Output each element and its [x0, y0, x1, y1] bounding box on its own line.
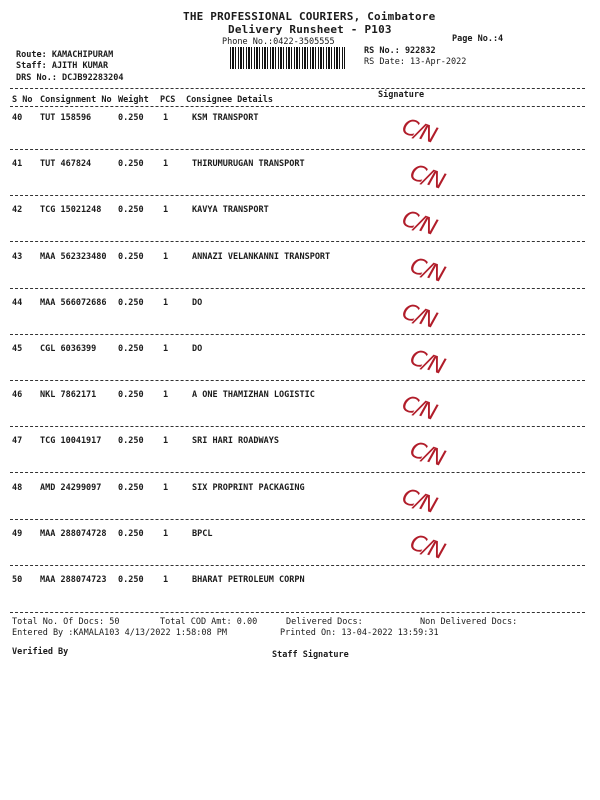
- row-consignment-no: AMD 24299097: [40, 483, 102, 493]
- row-weight: 0.250: [118, 390, 144, 400]
- row-consignee: ANNAZI VELANKANNI TRANSPORT: [192, 252, 331, 262]
- row-consignment-no: TUT 467824: [40, 159, 92, 169]
- row-consignment-no: MAA 562323480: [40, 252, 107, 262]
- row-pcs: 1: [163, 205, 169, 215]
- row-consignment-no: NKL 7862171: [40, 390, 97, 400]
- row-consignee: KSM TRANSPORT: [192, 113, 259, 123]
- company-name: THE PROFESSIONAL COURIERS, Coimbatore: [183, 10, 436, 23]
- document-title: Delivery Runsheet - P103: [228, 23, 392, 36]
- row-signature-mark: C/N: [406, 253, 447, 288]
- total-docs: Total No. Of Docs: 50: [12, 617, 120, 627]
- row-consignee: DO: [192, 298, 203, 308]
- non-delivered-docs: Non Delivered Docs:: [420, 617, 518, 627]
- row-signature-mark: C/N: [398, 206, 439, 241]
- row-consignee: BHARAT PETROLEUM CORPN: [192, 575, 305, 585]
- row-weight: 0.250: [118, 344, 144, 354]
- row-weight: 0.250: [118, 483, 144, 493]
- row-pcs: 1: [163, 575, 169, 585]
- row-consignee: A ONE THAMIZHAN LOGISTIC: [192, 390, 315, 400]
- row-separator: [10, 565, 585, 566]
- row-signature-mark: C/N: [406, 437, 447, 472]
- row-consignment-no: TCG 15021248: [40, 205, 102, 215]
- row-pcs: 1: [163, 298, 169, 308]
- row-signature-mark: C/N: [398, 299, 439, 334]
- row-separator: [10, 334, 585, 335]
- row-signature-mark: C/N: [398, 114, 439, 149]
- row-signature-mark: C/N: [406, 345, 447, 380]
- total-cod: Total COD Amt: 0.00: [160, 617, 258, 627]
- row-weight: 0.250: [118, 436, 144, 446]
- row-sno: 49: [12, 529, 23, 539]
- row-separator: [10, 241, 585, 242]
- col-consignee: Consignee Details: [186, 95, 273, 105]
- row-sno: 45: [12, 344, 23, 354]
- verified-by: Verified By: [12, 647, 69, 657]
- row-consignee: KAVYA TRANSPORT: [192, 205, 269, 215]
- row-pcs: 1: [163, 436, 169, 446]
- row-consignment-no: TUT 158596: [40, 113, 92, 123]
- staff-name: Staff: AJITH KUMAR: [16, 61, 109, 71]
- header-top-line: [10, 88, 585, 89]
- row-sno: 46: [12, 390, 23, 400]
- phone-number: Phone No.:0422-3505555: [222, 37, 335, 47]
- row-sno: 44: [12, 298, 23, 308]
- row-sno: 42: [12, 205, 23, 215]
- row-consignment-no: MAA 288074728: [40, 529, 107, 539]
- footer-line: [10, 612, 585, 613]
- row-consignee: SRI HARI ROADWAYS: [192, 436, 279, 446]
- staff-signature: Staff Signature: [272, 650, 349, 660]
- row-weight: 0.250: [118, 298, 144, 308]
- route: Route: KAMACHIPURAM: [16, 50, 114, 60]
- row-separator: [10, 195, 585, 196]
- row-pcs: 1: [163, 344, 169, 354]
- row-consignment-no: CGL 6036399: [40, 344, 97, 354]
- rs-number: RS No.: 922832: [364, 46, 436, 56]
- page-number: Page No.:4: [452, 34, 504, 44]
- row-weight: 0.250: [118, 575, 144, 585]
- entered-by: Entered By :KAMALA103 4/13/2022 1:58:08 PM: [12, 628, 227, 638]
- barcode-image: [230, 47, 345, 69]
- row-signature-mark: C/N: [406, 160, 447, 195]
- row-consignment-no: MAA 288074723: [40, 575, 107, 585]
- row-separator: [10, 426, 585, 427]
- row-consignee: THIRUMURUGAN TRANSPORT: [192, 159, 305, 169]
- row-pcs: 1: [163, 529, 169, 539]
- row-sno: 41: [12, 159, 23, 169]
- row-sno: 50: [12, 575, 23, 585]
- row-separator: [10, 149, 585, 150]
- row-pcs: 1: [163, 113, 169, 123]
- row-signature-mark: C/N: [398, 484, 439, 519]
- col-signature: Signature: [378, 90, 425, 100]
- col-weight: Weight: [118, 95, 149, 105]
- printed-on: Printed On: 13-04-2022 13:59:31: [280, 628, 439, 638]
- row-sno: 47: [12, 436, 23, 446]
- row-consignee: BPCL: [192, 529, 213, 539]
- row-separator: [10, 380, 585, 381]
- row-signature-mark: C/N: [398, 391, 439, 426]
- row-pcs: 1: [163, 159, 169, 169]
- row-pcs: 1: [163, 390, 169, 400]
- row-separator: [10, 519, 585, 520]
- row-consignee: SIX PROPRINT PACKAGING: [192, 483, 305, 493]
- row-pcs: 1: [163, 252, 169, 262]
- col-consignment: Consignment No: [40, 95, 112, 105]
- col-pcs: PCS: [160, 95, 176, 105]
- row-weight: 0.250: [118, 159, 144, 169]
- delivered-docs: Delivered Docs:: [286, 617, 363, 627]
- row-sno: 48: [12, 483, 23, 493]
- row-weight: 0.250: [118, 113, 144, 123]
- row-weight: 0.250: [118, 205, 144, 215]
- row-consignment-no: MAA 566072686: [40, 298, 107, 308]
- row-weight: 0.250: [118, 529, 144, 539]
- rs-date: RS Date: 13-Apr-2022: [364, 57, 467, 67]
- row-sno: 40: [12, 113, 23, 123]
- col-sno: S No: [12, 95, 33, 105]
- header-bottom-line: [10, 106, 585, 107]
- row-consignment-no: TCG 10041917: [40, 436, 102, 446]
- row-separator: [10, 288, 585, 289]
- row-signature-mark: C/N: [406, 530, 447, 565]
- row-separator: [10, 472, 585, 473]
- drs-number: DRS No.: DCJB92283204: [16, 73, 124, 83]
- row-sno: 43: [12, 252, 23, 262]
- row-consignee: DO: [192, 344, 203, 354]
- row-weight: 0.250: [118, 252, 144, 262]
- row-pcs: 1: [163, 483, 169, 493]
